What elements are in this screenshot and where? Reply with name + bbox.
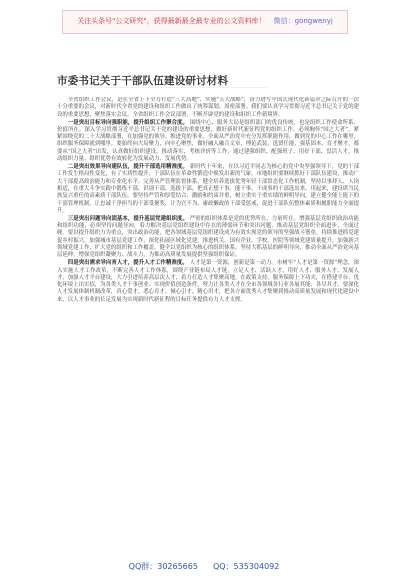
banner xyxy=(62,10,348,34)
paragraph-intro xyxy=(57,97,359,119)
paragraph-1-text: 围绕中心、服务大局是组织部门的优良传统，也是组织工作使命所系、价值所在。深入学习贯彻习近平总书记关于党的建设的重要思想，做好新时代新征程党的组织工作，必须胸怀“国之大者”，紧紧围绕党的二十大战略部署，在加强党的领导、推进党的事业、全面从严治党中充分发挥职能作用，做到党的中心工作在哪里，组织服务保障就到哪里。要始终向大局聚力，向中心聚焦，做好融入融合文章，理论武装、选贤任能、强基固本、育才聚才，都要从“国之大者”出发，认真做好组织建设、推动落实、考核评价等工作，通过建强组织、配强班子、用好干部、盘活人才，推动组织力量、组织优势有效转化为发展动力、发展优势。 xyxy=(57,119,359,163)
paragraph-3-heading: 三是突出问题导向固基本，提升基层党建组织度。 xyxy=(67,215,188,222)
paragraph-4-heading: 四是突出需求导向育人才，提升人才工作精准度。 xyxy=(67,260,188,267)
paragraph-3-text: 严密的组织体系是党的优势所在、力量所在。增强基层党组织政治功能和组织功能，必须坚持问题导向，着力解决基层党组织建设中存在的薄弱环节和突出问题，推动基层党组织全面进步、全面过硬。要以提升组织力为重点，突出政治功能，把各领域基层党组织建设成为有效实现党的领导的坚强战斗堡垒。持续推进抓党建促乡村振兴，加强城市基层党建工作，深化拓展区域化党建，推进机关、国有企业、学校、医院等领域党建质量提升。加强新兴领域党建工作，扩大党的组织和工作覆盖。健全以党组织为核心的组织体系，坚持大抓基层的鲜明导向，推动全面从严治党向基层延伸，增强党组织凝聚力、战斗力，为推动高质量发展提供坚强组织保证。 xyxy=(57,215,359,259)
paragraph-2 xyxy=(57,164,359,215)
footer-qq-group-1: QQ群：30265665 xyxy=(128,562,198,571)
wechat-link[interactable]: 微信：gongwenyj xyxy=(273,17,333,26)
document-content xyxy=(57,97,359,552)
document-title: 市委书记关于干部队伍建设研讨材料 xyxy=(57,75,229,87)
paragraph-4 xyxy=(57,260,359,304)
footer xyxy=(0,561,408,572)
paragraph-3 xyxy=(57,216,359,260)
paragraph-1-heading: 一是突出目标导向强职能，提升组织工作聚合度。 xyxy=(67,119,188,126)
banner-main-text: 关注头条号"公文研究"，获得最新最全最专业的公文资料库！ xyxy=(77,17,266,26)
paragraph-2-text: 新时代十年来，在以习近平同志为核心的党中央坚强领导下，党的干部工作发生格局性变化，有了实质性提升，干部队伍在革命性锻造中焕发出新的气象。市地组织要继续抓好干部队伍建设，推动广大干部提高政治能力和专业化水平、完善从严管理监督体系，健全培养选拔优秀年轻干部常态化工作机制，坚持以事择人、人岗相适，在重大斗争实践中锻炼干部、识别干部、选拔干部，把真正想干事、能干事、干成事的干部选出来、用起来，建设堪当民族复兴重任的高素质干部队伍。要坚持严管和厚爱结合、激励和约束并重，树立重实干重实绩的鲜明导向，建立健全能上能下的干部管理机制，让忠诚干净担当的干部受褒奖，让为官不为、庸政懒政的干部受惩戒，促进干部队伍整体素质和履职能力全面提升。 xyxy=(57,164,359,214)
footer-qq-group-2: QQ：535304092 xyxy=(212,562,280,571)
paragraph-4-text: 人才是第一资源，创新是第一动力。市树牢“人才是第一资源”理念，深入实施人才工作改革，不断完善人才工作体系，围绕产业链布局人才链，立足人才、活跃人才、用好人才、服务人才、发展人才，加强人才平台建设，大力引进培养高层次人才，着力打造人才集聚高地。在政策支持、服务保障上下功夫，在搭建平台、优化环境上出实招，为各类人才干事创业、实现价值创造条件，努力让各类人才在全市各领域各行业各展其能、各尽其才。要深化人才发展体制机制改革，真心爱才、悉心育才、倾心引才、精心用才，把各方面优秀人才集聚到推动高质量发展和现代化建设中来，以人才事业的长足发展为实现新时代新征程的目标任务提供有力人才支撑。 xyxy=(57,260,359,303)
paragraph-intro-text: 全省组织工作会议，是在全省上下全力打造“三大高地”、实施“五大战略”，奋力谱写中国式现代化新篇章之际召开的一次十分重要的会议，对新时代全省党的建设和组织工作做出了统筹谋划、周密部署。我们要认真学习贯彻习近平总书记关于党的建设的重要思想，聚焦落实会议，全省组织工作会议部署，不断开辟党的建设和组织工作新境界。 xyxy=(57,97,359,118)
paragraph-2-heading: 二是突出效果导向建队伍，提升干部选用精准度。 xyxy=(67,164,188,171)
paragraph-1 xyxy=(57,120,359,164)
title-divider xyxy=(57,87,267,88)
